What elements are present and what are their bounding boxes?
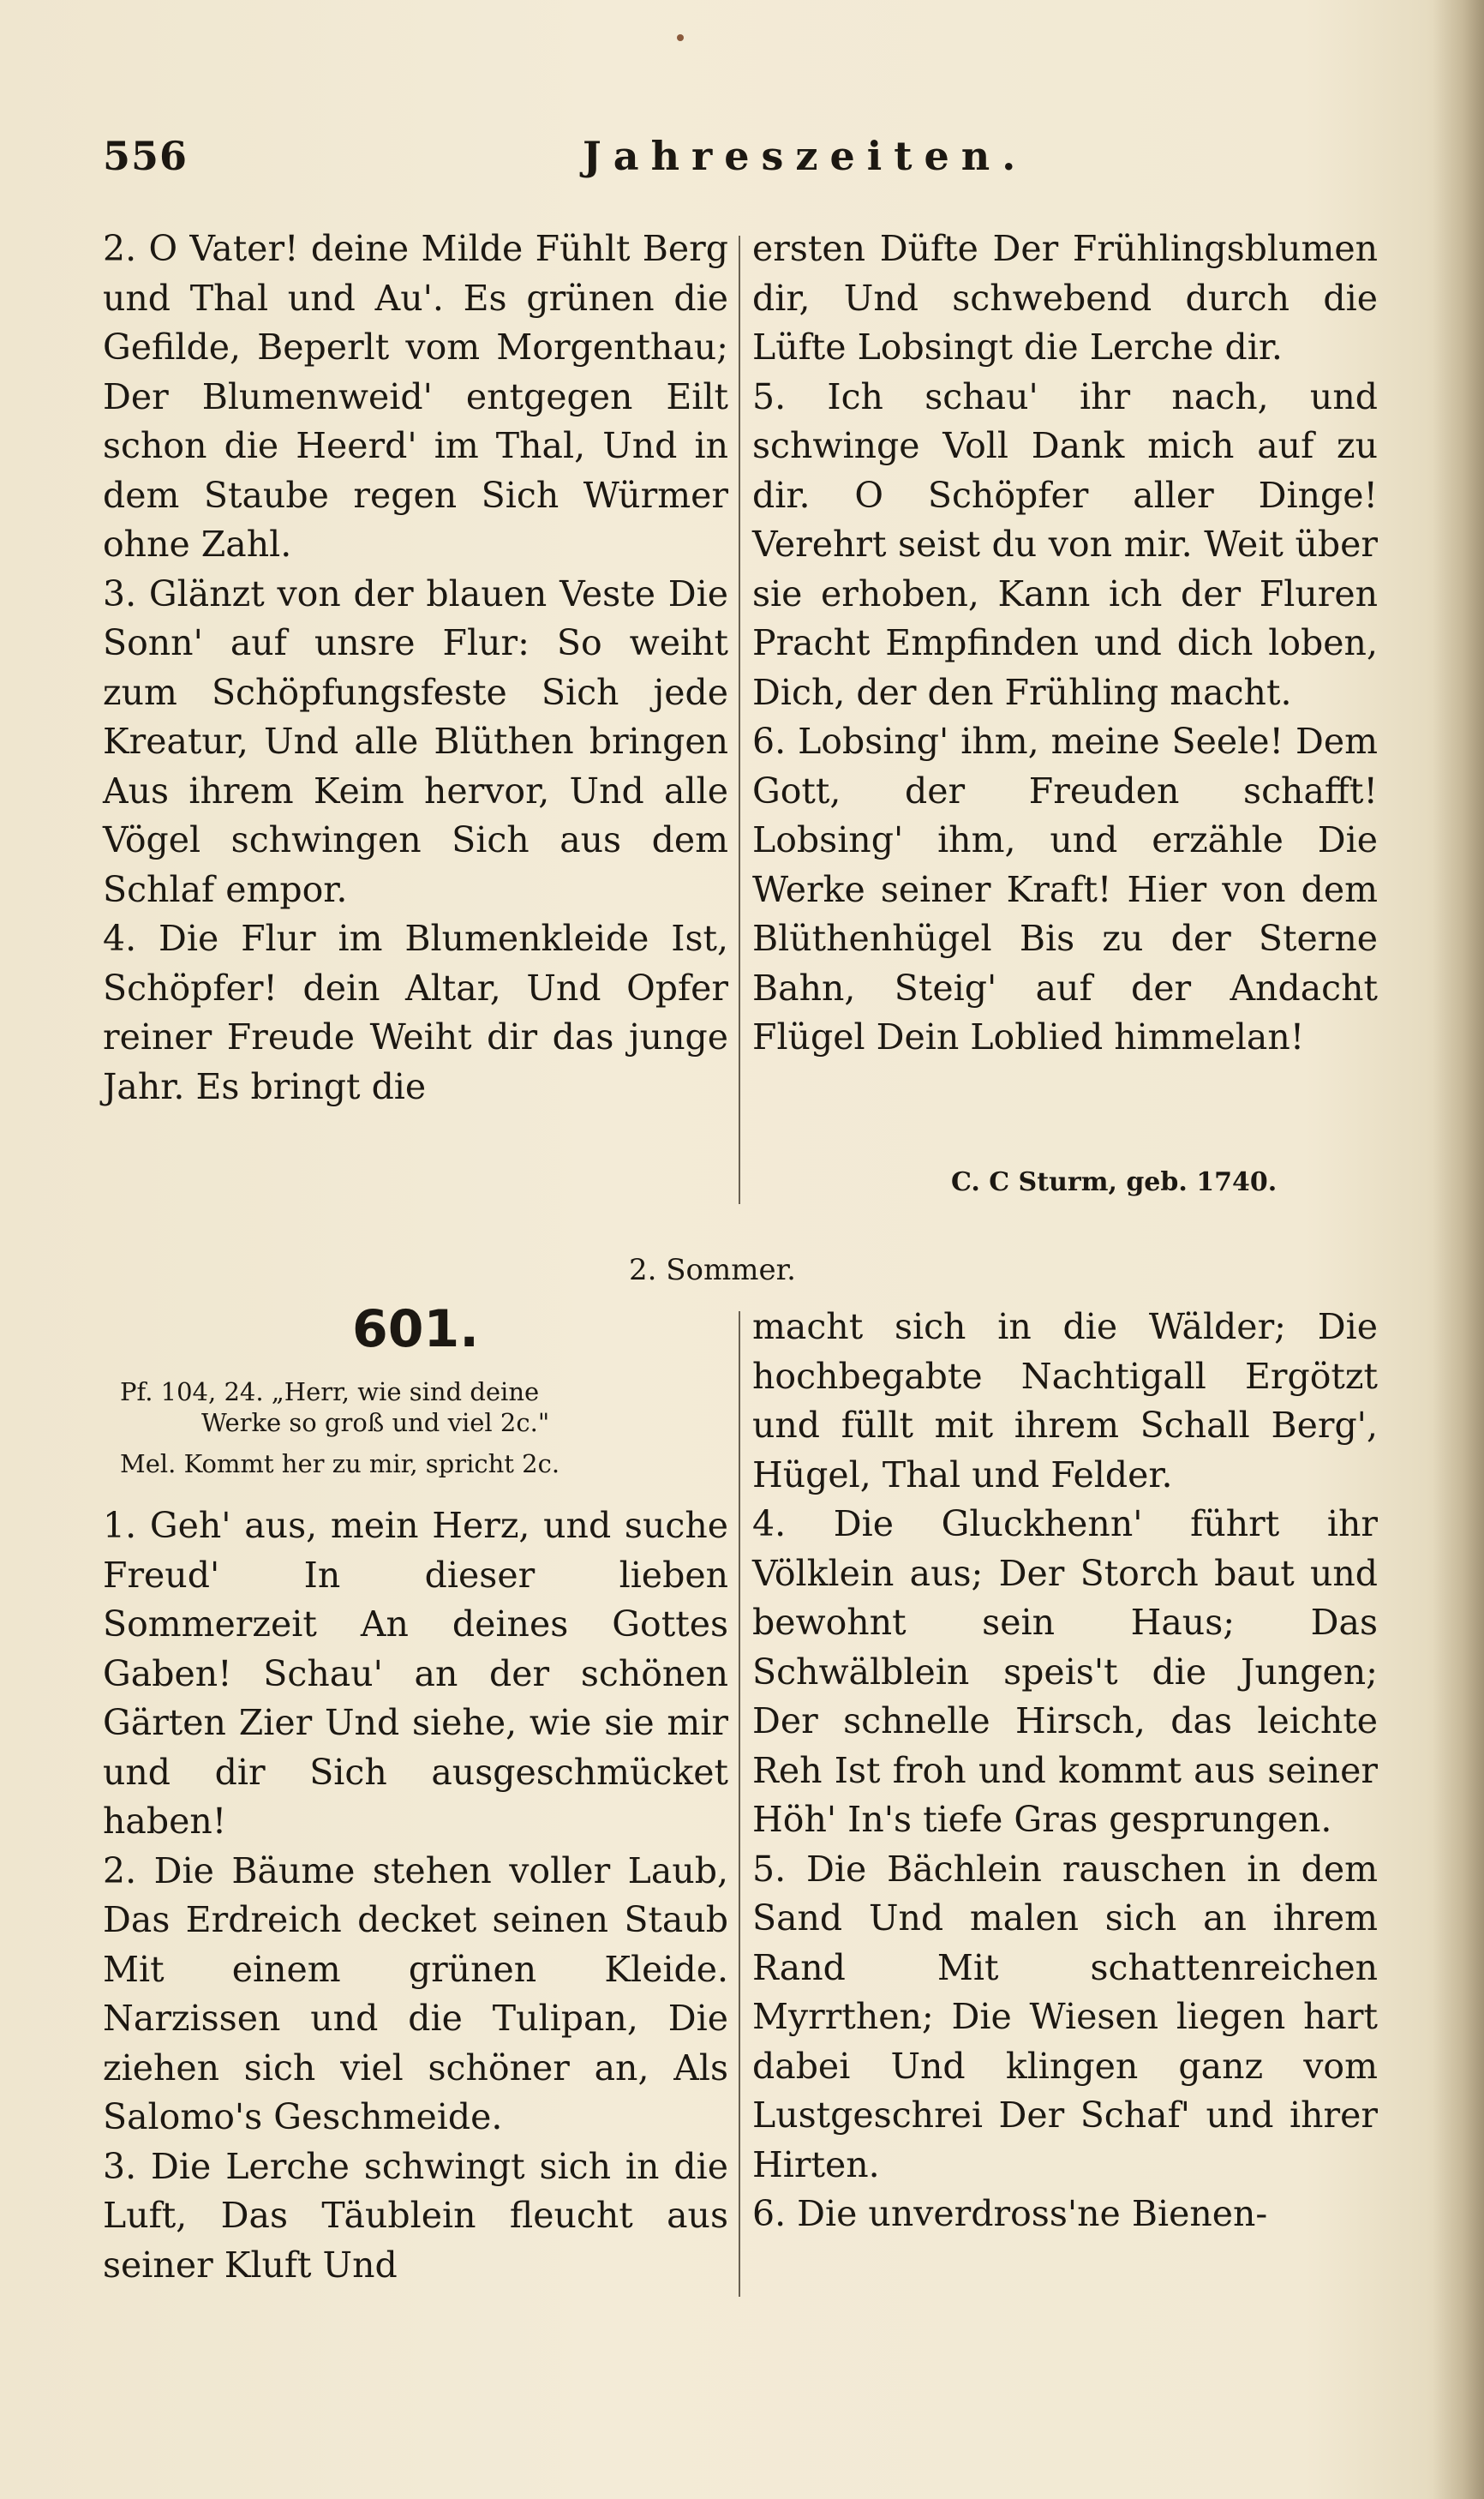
stanza: macht sich in die Wälder; Die hochbegabte Nachtigall Ergötzt und füllt mit ihrem Schall Berg', Hügel, Thal und Felder. [752,1306,1378,1495]
column-divider [739,1311,740,2297]
scripture-reference-line: Werke so groß und viel 2c." [201,1408,550,1437]
hymn-600-right-column [752,225,1378,1063]
scripture-reference-line: Pf. 104, 24. „Herr, wie sind deine [120,1377,540,1406]
stanza: 6. Die unverdross'ne Bienen- [752,2193,1268,2234]
stanza: 4. Die Gluckhenn' führt ihr Völklein aus; Der Storch baut und bewohnt sein Haus; Das Schwälblein speis't die Jungen; Der schnelle Hirsch, das leichte Reh Ist froh und kommt aus seiner Höh' In's tiefe Gras gesprungen. [752,1503,1378,1840]
stanza: 3. Glänzt von der blauen Veste Die Sonn' auf unsre Flur: So weiht zum Schöpfungsfeste Sich jede Kreatur, Und alle Blüthen bringen Aus ihrem Keim hervor, Und alle Vögel schwingen Sich aus dem Schlaf empor. [103,572,728,910]
hymn-attribution: C. C Sturm, geb. 1740. [951,1167,1278,1197]
stanza: ersten Düfte Der Frühlingsblumen dir, Und schwebend durch die Lüfte Lobsingt die Lerche dir. [752,228,1378,368]
section-heading: 2. Sommer. [629,1253,796,1287]
ink-mark [677,34,684,41]
hymn-600-left-column [103,225,728,1112]
hymn-number: 601. [351,1299,480,1359]
stanza: 2. O Vater! deine Milde Fühlt Berg und Thal und Au'. Es grünen die Gefilde, Beperlt vom Morgenthau; Der Blumenweid' entgegen Eilt schon die Heerd' im Thal, Und in dem Staube regen Sich Würmer ohne Zahl. [103,228,728,565]
page-number: 556 [103,133,188,179]
stanza: 1. Geh' aus, mein Herz, und suche Freud' In dieser lieben Sommerzeit An deines Gottes Gaben! Schau' an der schönen Gärten Zier Und siehe, wie sie mir und dir Sich ausgeschmücket haben! [103,1505,728,1842]
running-title: Jahreszeiten. [583,133,1028,179]
stanza: 4. Die Flur im Blumenkleide Ist, Schöpfer! dein Altar, Und Opfer reiner Freude Weiht dir das junge Jahr. Es bringt die [103,918,728,1107]
column-divider [739,236,740,1204]
stanza: 5. Die Bächlein rauschen in dem Sand Und malen sich an ihrem Rand Mit schattenreichen Myrrthen; Die Wiesen liegen hart dabei Und klingen ganz vom Lustgeschrei Der Schaf' und ihrer Hirten. [752,1848,1378,2185]
stanza: 5. Ich schau' ihr nach, und schwinge Voll Dank mich auf zu dir. O Schöpfer aller Dinge! Verehrt seist du von mir. Weit über sie erhoben, Kann ich der Fluren Pracht Empfinden und dich loben, Dich, der den Frühling macht. [752,375,1378,713]
melody-line: Mel. Kommt her zu mir, spricht 2c. [120,1449,560,1478]
stanza: 2. Die Bäume stehen voller Laub, Das Erdreich decket seinen Staub Mit einem grünen Kleide. Narzissen und die Tulipan, Die ziehen sich viel schöner an, Als Salomo's Geschmeide. [103,1849,728,2137]
hymn-601-left-column [103,1501,728,2290]
page-header [103,133,1371,193]
stanza: 3. Die Lerche schwingt sich in die Luft, Das Täublein fleucht aus seiner Kluft Und [103,2145,728,2286]
hymn-601-right-column [752,1303,1378,2239]
stanza: 6. Lobsing' ihm, meine Seele! Dem Gott, der Freuden schafft! Lobsing' ihm, und erzähle Die Werke seiner Kraft! Hier von dem Blüthenhügel Bis zu der Sterne Bahn, Steig' auf der Andacht Flügel Dein Loblied himmelan! [752,721,1378,1058]
page-edge-shadow [1433,0,1484,2499]
scripture-reference [120,1376,728,1438]
